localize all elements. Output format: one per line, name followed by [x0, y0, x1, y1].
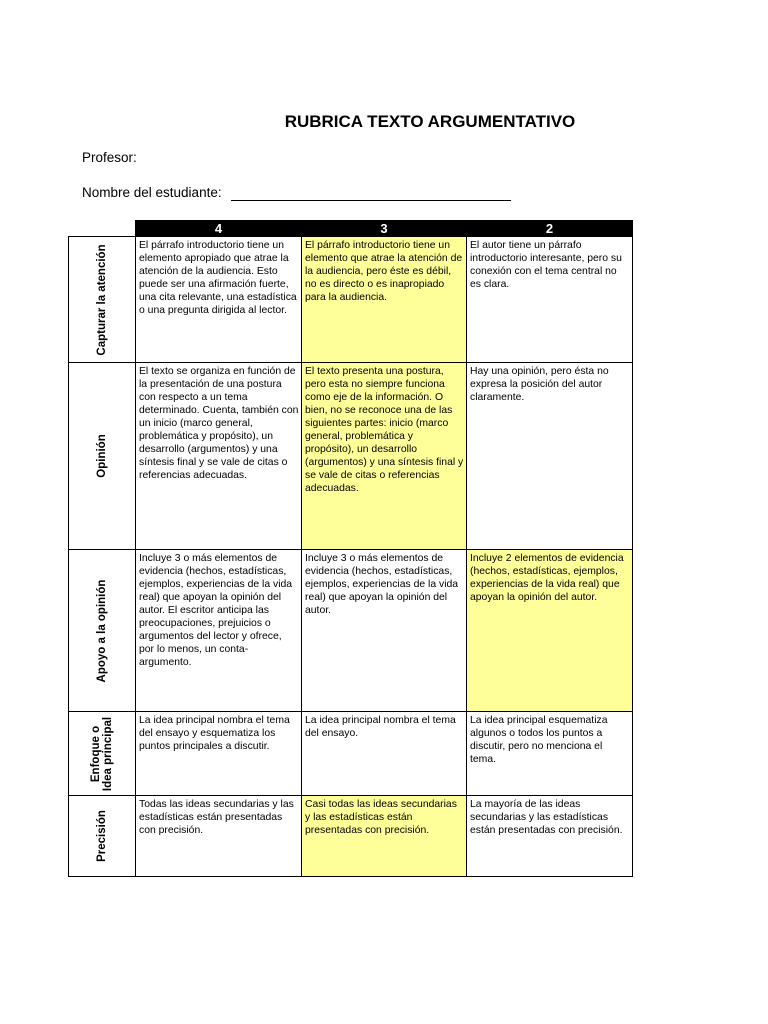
teacher-label: Profesor: — [82, 150, 137, 165]
column-header-3: 3 — [302, 221, 467, 237]
header-row — [69, 221, 633, 237]
rubric-cell: La idea principal nombra el tema del ensayo y esquematiza los puntos principales a discutir. — [136, 712, 302, 796]
rubric-cell-highlighted: El texto presenta una postura, pero esta no siempre funciona como eje de la información. O bien, no se reconoce una de las siguientes partes: inicio (marco general, problemática y propósito), un desarrollo (argumentos) y una síntesis final y se vale de citas o referencias adecuadas. — [302, 363, 467, 550]
header-corner — [69, 221, 136, 237]
rubric-cell: Todas las ideas secundarias y las estadísticas están presentadas con precisión. — [136, 796, 302, 877]
column-header-4: 4 — [136, 221, 302, 237]
rubric-cell: El texto se organiza en función de la presentación de una postura con respecto a un tema determinado. Cuenta, también con un inicio (marco general, problemática y propósito), un desarrollo (argumentos) y una síntesis final y se vale de citas o referencias adecuadas. — [136, 363, 302, 550]
criterion-label: Precisión — [96, 810, 108, 862]
table-row — [69, 237, 633, 363]
table-row — [69, 712, 633, 796]
document-title: RUBRICA TEXTO ARGUMENTATIVO — [284, 112, 576, 131]
student-name-line — [231, 200, 511, 201]
criterion-cell — [69, 237, 136, 363]
rubric-cell-highlighted: Casi todas las ideas secundarias y las estadísticas están presentadas con precisión. — [302, 796, 467, 877]
table-row — [69, 363, 633, 550]
criterion-label: Enfoque o Idea principal — [90, 716, 114, 791]
criterion-cell — [69, 712, 136, 796]
criterion-label: Opinión — [96, 434, 108, 478]
rubric-cell: Incluye 3 o más elementos de evidencia (hechos, estadísticas, ejemplos, experiencias de la vida real) que apoyan la opinión del autor. — [302, 550, 467, 712]
criterion-cell — [69, 550, 136, 712]
criterion-label: Apoyo a la opinión — [96, 579, 108, 682]
rubric-cell: La idea principal esquematiza algunos o todos los puntos a discutir, pero no menciona el tema. — [467, 712, 633, 796]
rubric-cell-highlighted: Incluye 2 elementos de evidencia (hechos, estadísticas, ejemplos, experiencias de la vida real) que apoyan la opinión del autor. — [467, 550, 633, 712]
criterion-cell — [69, 796, 136, 877]
criterion-label: Capturar la atención — [96, 243, 108, 356]
criterion-cell — [69, 363, 136, 550]
rubric-table — [68, 220, 633, 877]
table-row — [69, 796, 633, 877]
rubric-cell-highlighted: El párrafo introductorio tiene un elemento que atrae la atención de la audiencia, pero éste es débil, no es directo o es inapropiado para la audiencia. — [302, 237, 467, 363]
rubric-cell: La idea principal nombra el tema del ensayo. — [302, 712, 467, 796]
rubric-cell: La mayoría de las ideas secundarias y las estadísticas están presentadas con precisión. — [467, 796, 633, 877]
rubric-cell: Hay una opinión, pero ésta no expresa la posición del autor claramente. — [467, 363, 633, 550]
rubric-cell: Incluye 3 o más elementos de evidencia (hechos, estadísticas, ejemplos, experiencias de la vida real) que apoyan la opinión del autor. El escritor anticipa las preocupaciones, prejuicios o argumentos del lector y ofrece, por lo menos, un conta-argumento. — [136, 550, 302, 712]
column-header-2: 2 — [467, 221, 633, 237]
table-row — [69, 550, 633, 712]
student-name-label: Nombre del estudiante: — [82, 185, 222, 200]
rubric-cell: El párrafo introductorio tiene un elemento apropiado que atrae la atención de la audiencia. Esto puede ser una afirmación fuerte, una cita relevante, una estadística o una pregunta dirigida al lector. — [136, 237, 302, 363]
rubric-cell: El autor tiene un párrafo introductorio interesante, pero su conexión con el tema central no es clara. — [467, 237, 633, 363]
